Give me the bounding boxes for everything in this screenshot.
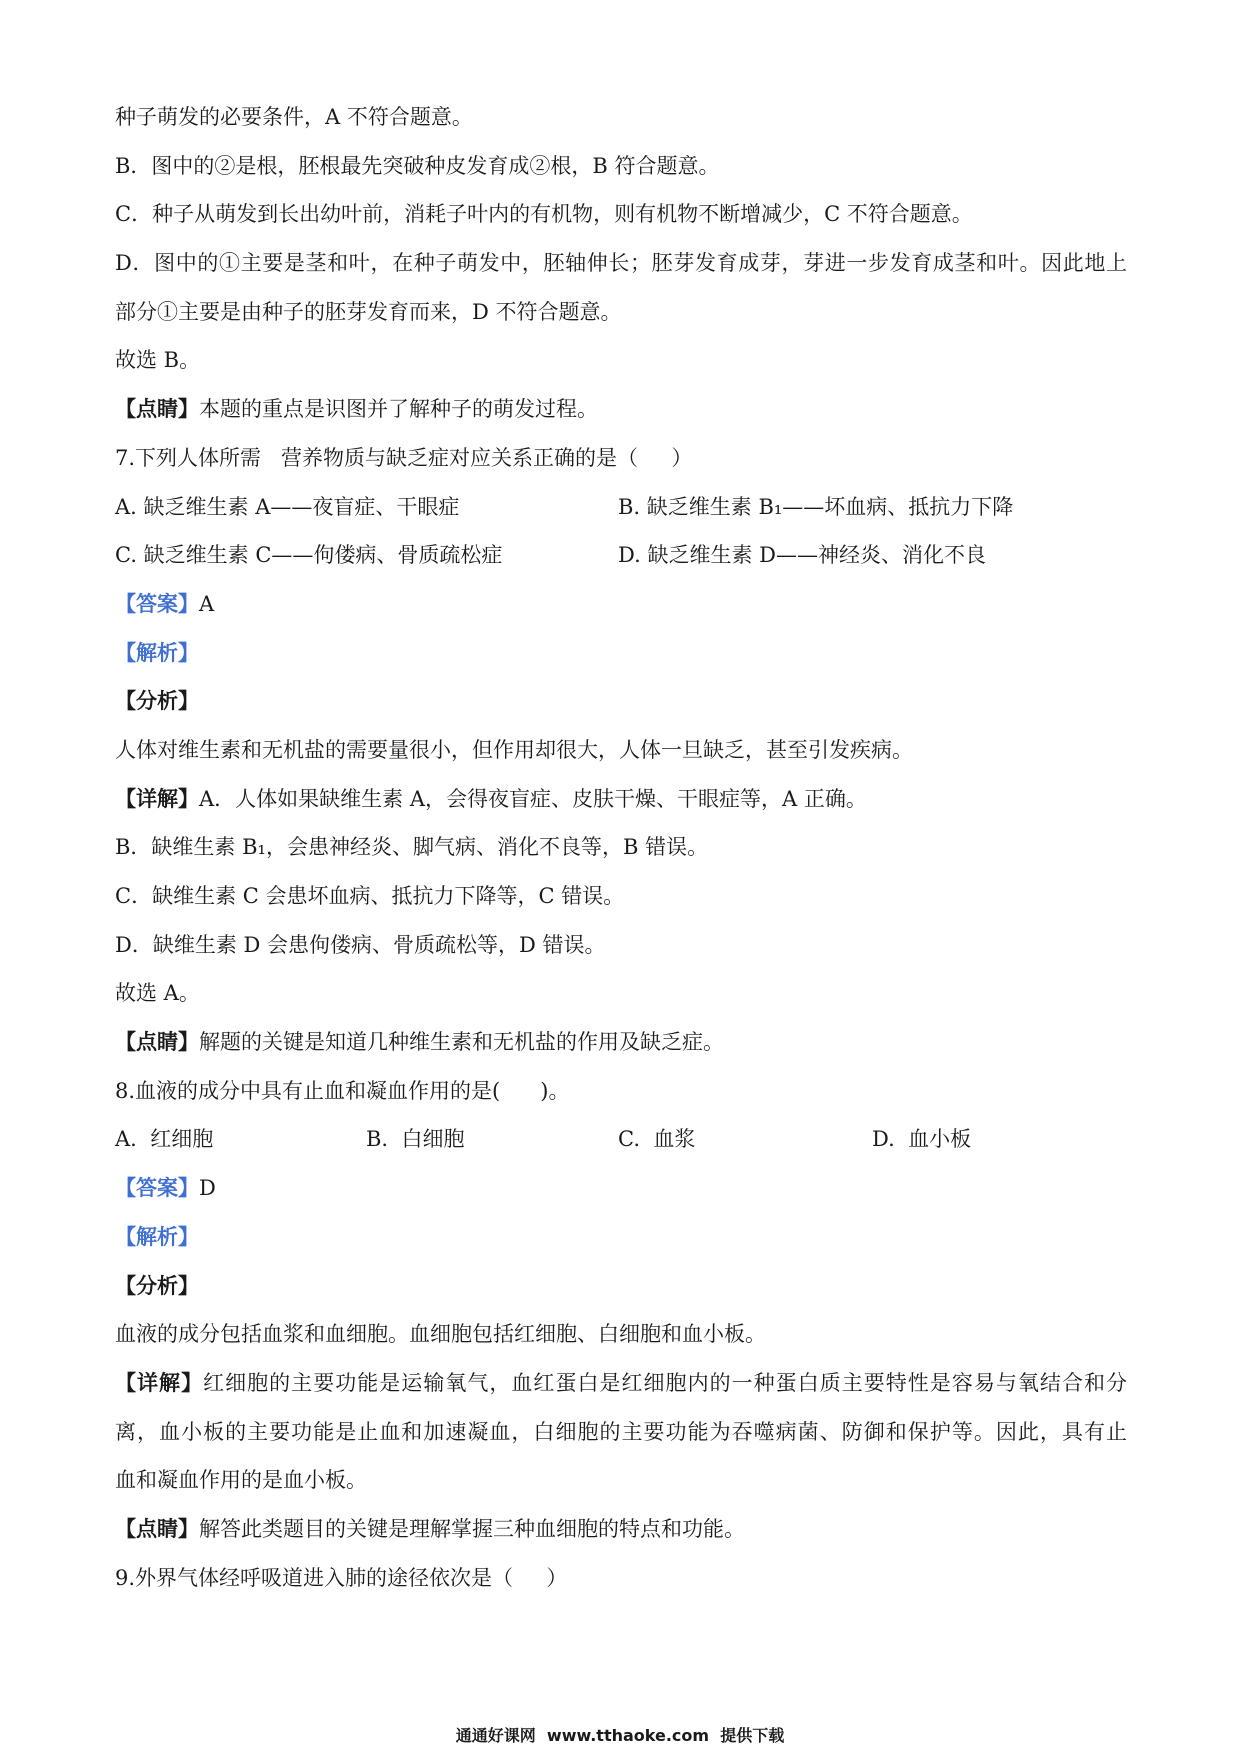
q8-fenxi-text: 血液的成分包括血浆和血细胞。血细胞包括红细胞、白细胞和血小板。 (115, 1322, 766, 1347)
q7-tip (115, 1018, 1127, 1067)
q7-detail-first: A．人体如果缺维生素 A，会得夜盲症、皮肤干燥、干眼症等，A 正确。 (199, 786, 867, 811)
footer-url: www.tthaoke.com (546, 1726, 710, 1745)
q8-option-d: D. 血小板 (872, 1127, 972, 1152)
q6-explanation-line-3: C．种子从萌发到长出幼叶前，消耗子叶内的有机物，则有机物不断增减少，C 不符合题意。 (115, 202, 973, 227)
footer-site-name: 通通好课网 (455, 1726, 536, 1745)
q7-detail-line-c: C．缺维生素 C 会患坏血病、抵抗力下降等，C 错误。 (115, 884, 625, 908)
q8-options-row (115, 1115, 1127, 1164)
q8-tip-text: 解答此类题目的关键是理解掌握三种血细胞的特点和功能。 (199, 1516, 745, 1541)
q7-answer (115, 580, 1127, 629)
q7-detail-label: 【详解】 (115, 785, 199, 811)
q6-explanation-line-5: 部分①主要是由种子的胚芽发育而来，D 不符合题意。 (115, 299, 622, 324)
q8-option-b: B. 白细胞 (366, 1127, 465, 1152)
q7-stem: 7.下列人体所需 营养物质与缺乏症对应关系正确的是（ ） (115, 445, 693, 470)
q8-answer-value: D (199, 1176, 216, 1201)
q8-answer (115, 1164, 1127, 1213)
q7-option-a: A. 缺乏维生素 A——夜盲症、干眼症 (115, 494, 460, 519)
q7-option-d: D. 缺乏维生素 D——神经炎、消化不良 (618, 543, 986, 568)
q7-options-row-1 (115, 483, 1127, 532)
q7-conclusion: 故选 A。 (115, 981, 200, 1006)
page-footer (0, 1725, 1240, 1747)
q7-tip-text: 解题的关键是知道几种维生素和无机盐的作用及缺乏症。 (199, 1030, 724, 1055)
q8-detail-line-3: 血和凝血作用的是血小板。 (115, 1468, 367, 1493)
q8-jiexi-label: 【解析】 (115, 1223, 199, 1249)
q7-fenxi-label: 【分析】 (115, 688, 199, 714)
q6-conclusion: 故选 B。 (115, 348, 201, 373)
q6-explanation-line-2: B．图中的②是根，胚根最先突破种皮发育成②根，B 符合题意。 (115, 153, 720, 178)
q8-detail-line-1: 红细胞的主要功能是运输氧气，血红蛋白是红细胞内的一种蛋白质主要特性是容易与氧结合和分 (203, 1370, 1127, 1395)
q7-detail-line-d: D．缺维生素 D 会患佝偻病、骨质疏松等，D 错误。 (115, 932, 606, 957)
q8-detail-line-2: 离，血小板的主要功能是止血和加速凝血，白细胞的主要功能为吞噬病菌、防御和保护等。因此，具有止 (115, 1419, 1127, 1444)
q7-detail-line-b: B．缺维生素 B₁，会患神经炎、脚气病、消化不良等，B 错误。 (115, 835, 709, 860)
q8-option-a: A. 红细胞 (115, 1127, 214, 1152)
q8-fenxi (115, 1262, 1127, 1311)
q6-tip-text: 本题的重点是识图并了解种子的萌发过程。 (199, 397, 598, 422)
q8-tip-label: 【点睛】 (115, 1515, 199, 1541)
q6-tip-label: 【点睛】 (115, 396, 199, 422)
q8-detail-label: 【详解】 (115, 1369, 204, 1395)
q8-jiexi (115, 1213, 1127, 1262)
q7-answer-value: A (199, 591, 215, 616)
q7-option-b: B. 缺乏维生素 B₁——坏血病、抵抗力下降 (618, 494, 1014, 519)
q7-jiexi-label: 【解析】 (115, 639, 199, 665)
q8-answer-label: 【答案】 (115, 1175, 199, 1201)
q8-fenxi-label: 【分析】 (115, 1272, 199, 1298)
q9-stem: 9.外界气体经呼吸道进入肺的途径依次是（ ） (115, 1565, 568, 1590)
q7-answer-label: 【答案】 (115, 590, 199, 616)
page-content (115, 93, 1127, 1602)
q7-fenxi (115, 677, 1127, 726)
q6-explanation-line-4: D．图中的①主要是茎和叶，在种子萌发中，胚轴伸长；胚芽发育成芽，芽进一步发育成茎和叶。因此地上 (115, 251, 1127, 276)
q8-option-c: C. 血浆 (618, 1127, 696, 1152)
q6-tip (115, 385, 1127, 434)
q7-fenxi-text: 人体对维生素和无机盐的需要量很小，但作用却很大，人体一旦缺乏，甚至引发疾病。 (115, 737, 913, 762)
q7-detail (115, 775, 1127, 824)
q6-explanation-line-1: 种子萌发的必要条件，A 不符合题意。 (115, 105, 473, 129)
q8-detail (115, 1359, 1127, 1408)
q7-options-row-2 (115, 531, 1127, 580)
q7-option-c: C. 缺乏维生素 C——佝偻病、骨质疏松症 (115, 543, 503, 568)
q8-stem: 8.血液的成分中具有止血和凝血作用的是( )。 (115, 1078, 570, 1103)
q7-tip-label: 【点睛】 (115, 1029, 199, 1055)
footer-suffix: 提供下载 (720, 1726, 785, 1745)
q7-jiexi (115, 629, 1127, 678)
q8-tip (115, 1505, 1127, 1554)
